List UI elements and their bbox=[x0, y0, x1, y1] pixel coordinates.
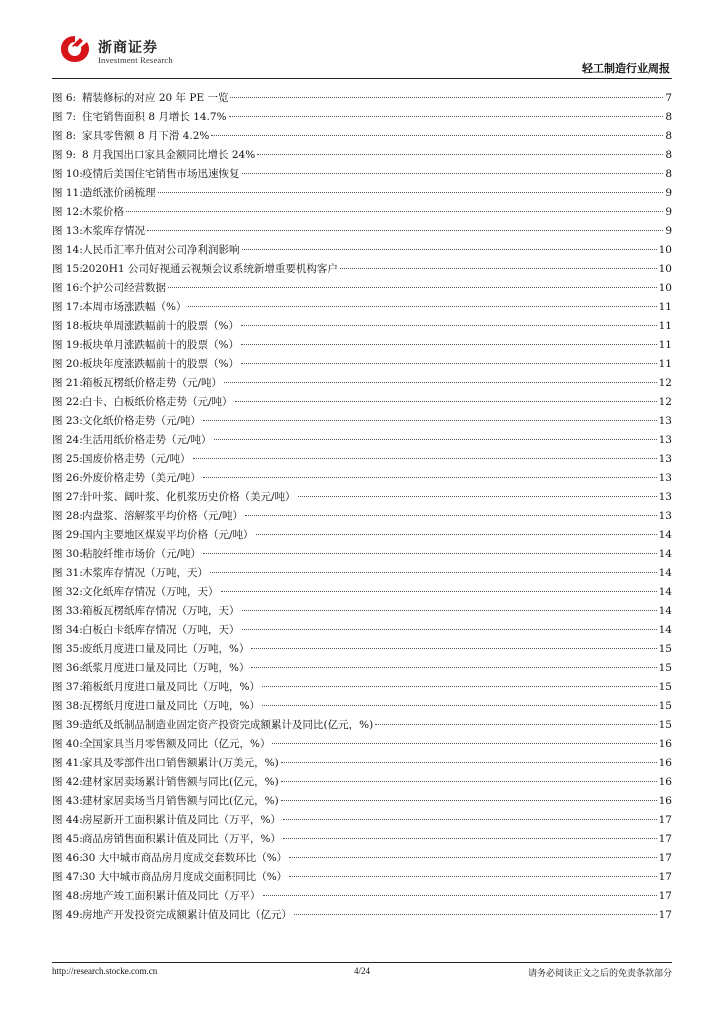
toc-figure-title: 文化纸库存情况（万吨，天） bbox=[82, 586, 219, 598]
toc-page-number: 13 bbox=[658, 415, 672, 427]
toc-leader-dots bbox=[263, 894, 657, 896]
toc-figure-title: 白卡、白板纸价格走势（元/吨） bbox=[82, 396, 233, 408]
toc-entry-label bbox=[52, 317, 239, 336]
toc-figure-title: 纸浆月度进口量及同比（万吨，%） bbox=[82, 662, 250, 674]
toc-leader-dots bbox=[241, 362, 657, 364]
toc-figure-number: 图 31: bbox=[52, 567, 83, 579]
toc-figure-title: 房地产竣工面积累计值及同比（万平） bbox=[82, 890, 261, 902]
toc-leader-dots bbox=[193, 457, 657, 459]
toc-entry-label bbox=[52, 374, 222, 393]
toc-figure-title: 粘胶纤维市场价（元/吨） bbox=[82, 548, 202, 560]
toc-leader-dots bbox=[242, 628, 657, 630]
toc-figure-title: 箱板瓦楞纸库存情况（万吨，天） bbox=[82, 605, 240, 617]
toc-entry-label bbox=[52, 678, 260, 697]
toc-leader-dots bbox=[289, 875, 656, 877]
toc-page-number: 13 bbox=[658, 453, 672, 465]
toc-leader-dots bbox=[242, 248, 657, 250]
toc-leader-dots bbox=[251, 647, 656, 649]
toc-entry-label bbox=[52, 507, 243, 526]
page-header bbox=[52, 30, 672, 76]
toc-figure-number: 图 35: bbox=[52, 643, 83, 655]
zheshang-logo-icon bbox=[58, 34, 92, 64]
toc-figure-number: 图 8: bbox=[52, 130, 77, 142]
toc-figure-title: 板块单周涨跌幅前十的股票（%） bbox=[82, 320, 239, 332]
toc-figure-number: 图 48: bbox=[52, 890, 83, 902]
toc-leader-dots bbox=[262, 704, 657, 706]
toc-entry[interactable] bbox=[52, 279, 672, 298]
toc-page-number: 7 bbox=[665, 92, 672, 104]
toc-entry-label bbox=[52, 830, 281, 849]
toc-entry[interactable] bbox=[52, 887, 672, 906]
toc-figure-number: 图 27: bbox=[52, 491, 83, 503]
toc-entry-label bbox=[52, 735, 270, 754]
toc-figure-number: 图 39: bbox=[52, 719, 83, 731]
toc-figure-number: 图 10: bbox=[52, 168, 83, 180]
toc-figure-number: 图 7: bbox=[52, 111, 77, 123]
toc-figure-title: 8 月我国出口家具金额同比增长 24% bbox=[82, 149, 256, 161]
toc-figure-title: 文化纸价格走势（元/吨） bbox=[82, 415, 202, 427]
toc-entry[interactable] bbox=[52, 735, 672, 754]
toc-page-number: 15 bbox=[658, 719, 672, 731]
toc-figure-title: 个护公司经营数据 bbox=[82, 282, 166, 294]
figure-index-list bbox=[52, 89, 672, 925]
toc-page-number: 9 bbox=[665, 225, 672, 237]
report-title: 轻工制造行业周报 bbox=[582, 62, 670, 75]
toc-entry[interactable] bbox=[52, 393, 672, 412]
toc-entry-label bbox=[52, 526, 254, 545]
toc-figure-title: 30 大中城市商品房月度成交套数环比（%） bbox=[82, 852, 288, 864]
toc-page-number: 12 bbox=[658, 396, 672, 408]
toc-page-number: 10 bbox=[658, 282, 672, 294]
toc-figure-title: 住宅销售面积 8 月增长 14.7% bbox=[82, 111, 227, 123]
toc-figure-title: 内盘浆、溶解浆平均价格（元/吨） bbox=[82, 510, 244, 522]
toc-leader-dots bbox=[241, 343, 657, 345]
toc-leader-dots bbox=[242, 172, 664, 174]
toc-entry-label bbox=[52, 184, 156, 203]
toc-figure-title: 箱板纸月度进口量及同比（万吨，%） bbox=[82, 681, 260, 693]
page-footer bbox=[52, 966, 672, 982]
toc-entry-label bbox=[52, 659, 249, 678]
toc-entry-label bbox=[52, 279, 166, 298]
toc-leader-dots bbox=[203, 552, 657, 554]
toc-entry[interactable] bbox=[52, 507, 672, 526]
toc-entry[interactable] bbox=[52, 355, 672, 374]
toc-entry-label bbox=[52, 165, 240, 184]
toc-page-number: 9 bbox=[665, 206, 672, 218]
toc-figure-number: 图 30: bbox=[52, 548, 83, 560]
toc-page-number: 11 bbox=[658, 301, 672, 313]
toc-entry[interactable] bbox=[52, 906, 672, 925]
toc-figure-number: 图 33: bbox=[52, 605, 83, 617]
toc-entry-label bbox=[52, 754, 279, 773]
toc-entry-label bbox=[52, 906, 292, 925]
toc-entry-label bbox=[52, 621, 240, 640]
toc-figure-title: 木浆价格 bbox=[82, 206, 124, 218]
toc-entry-label bbox=[52, 298, 186, 317]
toc-figure-title: 外废价格走势（美元/吨） bbox=[82, 472, 202, 484]
toc-leader-dots bbox=[375, 723, 656, 725]
toc-page-number: 12 bbox=[658, 377, 672, 389]
toc-entry[interactable] bbox=[52, 792, 672, 811]
toc-entry[interactable] bbox=[52, 469, 672, 488]
toc-figure-number: 图 19: bbox=[52, 339, 83, 351]
toc-figure-title: 精装修标的对应 20 年 PE 一览 bbox=[82, 92, 229, 104]
toc-figure-title: 板块年度涨跌幅前十的股票（%） bbox=[82, 358, 239, 370]
toc-entry[interactable] bbox=[52, 317, 672, 336]
toc-entry[interactable] bbox=[52, 678, 672, 697]
toc-page-number: 10 bbox=[658, 244, 672, 256]
toc-figure-number: 图 23: bbox=[52, 415, 83, 427]
toc-page-number: 8 bbox=[665, 111, 672, 123]
footer-page-number: 4/24 bbox=[353, 966, 370, 976]
toc-page-number: 17 bbox=[658, 909, 672, 921]
toc-figure-number: 图 13: bbox=[52, 225, 83, 237]
toc-page-number: 14 bbox=[658, 567, 672, 579]
toc-figure-title: 国废价格走势（元/吨） bbox=[82, 453, 191, 465]
toc-leader-dots bbox=[241, 324, 657, 326]
toc-entry-label bbox=[52, 89, 228, 108]
footer-disclaimer: 请务必阅读正文之后的免责条款部分 bbox=[527, 969, 672, 979]
toc-page-number: 13 bbox=[658, 510, 672, 522]
toc-entry[interactable] bbox=[52, 754, 672, 773]
toc-figure-title: 建材家居卖场累计销售额与同比(亿元，%) bbox=[82, 776, 279, 788]
toc-figure-title: 建材家居卖场当月销售额与同比(亿元，%) bbox=[82, 795, 279, 807]
toc-figure-title: 家具零售额 8 月下滑 4.2% bbox=[82, 130, 210, 142]
toc-figure-number: 图 42: bbox=[52, 776, 83, 788]
toc-leader-dots bbox=[281, 761, 657, 763]
toc-entry[interactable] bbox=[52, 374, 672, 393]
toc-page-number: 8 bbox=[665, 168, 672, 180]
footer-url-link[interactable]: http://research.stocke.com.cn bbox=[52, 966, 158, 976]
toc-figure-number: 图 29: bbox=[52, 529, 83, 541]
toc-entry-label bbox=[52, 108, 227, 127]
toc-entry[interactable] bbox=[52, 260, 672, 279]
toc-page-number: 16 bbox=[658, 738, 672, 750]
toc-leader-dots bbox=[230, 96, 663, 98]
toc-entry[interactable] bbox=[52, 203, 672, 222]
toc-entry[interactable] bbox=[52, 412, 672, 431]
toc-page-number: 11 bbox=[658, 358, 672, 370]
toc-entry[interactable] bbox=[52, 222, 672, 241]
toc-figure-number: 图 32: bbox=[52, 586, 83, 598]
toc-leader-dots bbox=[294, 913, 657, 915]
toc-leader-dots bbox=[158, 191, 664, 193]
toc-entry[interactable] bbox=[52, 450, 672, 469]
toc-figure-number: 图 36: bbox=[52, 662, 83, 674]
toc-figure-title: 疫情后美国住宅销售市场迅速恢复 bbox=[82, 168, 240, 180]
toc-entry-label bbox=[52, 222, 145, 241]
toc-page-number: 14 bbox=[658, 529, 672, 541]
toc-page-number: 9 bbox=[665, 187, 672, 199]
toc-figure-number: 图 47: bbox=[52, 871, 83, 883]
toc-entry[interactable] bbox=[52, 526, 672, 545]
toc-entry[interactable] bbox=[52, 146, 672, 165]
toc-leader-dots bbox=[242, 609, 657, 611]
toc-figure-number: 图 15: bbox=[52, 263, 83, 275]
toc-figure-title: 造纸涨价函梳理 bbox=[82, 187, 156, 199]
toc-figure-title: 木浆库存情况 bbox=[82, 225, 145, 237]
toc-page-number: 16 bbox=[658, 776, 672, 788]
toc-figure-number: 图 46: bbox=[52, 852, 83, 864]
toc-figure-title: 生活用纸价格走势（元/吨） bbox=[82, 434, 212, 446]
toc-leader-dots bbox=[229, 115, 664, 117]
toc-leader-dots bbox=[245, 514, 657, 516]
toc-entry[interactable] bbox=[52, 127, 672, 146]
toc-figure-number: 图 40: bbox=[52, 738, 83, 750]
toc-figure-title: 本周市场涨跌幅（%） bbox=[82, 301, 187, 313]
toc-page-number: 15 bbox=[658, 681, 672, 693]
toc-figure-title: 造纸及纸制品制造业固定资产投资完成额累计及同比(亿元，%) bbox=[82, 719, 374, 731]
toc-entry[interactable] bbox=[52, 545, 672, 564]
toc-leader-dots bbox=[251, 666, 656, 668]
toc-figure-title: 家具及零部件出口销售额累计(万美元，%) bbox=[82, 757, 279, 769]
toc-leader-dots bbox=[168, 286, 657, 288]
toc-page-number: 17 bbox=[658, 833, 672, 845]
toc-leader-dots bbox=[272, 742, 656, 744]
toc-entry[interactable] bbox=[52, 697, 672, 716]
toc-entry[interactable] bbox=[52, 716, 672, 735]
toc-figure-title: 木浆库存情况（万吨，天） bbox=[82, 567, 208, 579]
toc-entry-label bbox=[52, 887, 261, 906]
toc-figure-number: 图 12: bbox=[52, 206, 83, 218]
toc-figure-number: 图 41: bbox=[52, 757, 83, 769]
toc-page-number: 14 bbox=[658, 548, 672, 560]
toc-page-number: 14 bbox=[658, 605, 672, 617]
toc-entry[interactable] bbox=[52, 241, 672, 260]
toc-leader-dots bbox=[203, 419, 657, 421]
toc-figure-number: 图 11: bbox=[52, 187, 83, 199]
toc-figure-title: 瓦楞纸月度进口量及同比（万吨，%） bbox=[82, 700, 260, 712]
toc-figure-number: 图 9: bbox=[52, 149, 77, 161]
toc-entry-label bbox=[52, 203, 124, 222]
toc-entry[interactable] bbox=[52, 659, 672, 678]
toc-entry-label bbox=[52, 355, 239, 374]
toc-leader-dots bbox=[283, 837, 657, 839]
toc-figure-number: 图 20: bbox=[52, 358, 83, 370]
toc-figure-number: 图 6: bbox=[52, 92, 77, 104]
toc-figure-title: 2020H1 公司好视通云视频会议系统新增重要机构客户 bbox=[82, 263, 338, 275]
toc-figure-number: 图 24: bbox=[52, 434, 83, 446]
toc-entry-label bbox=[52, 583, 219, 602]
toc-leader-dots bbox=[289, 856, 656, 858]
toc-figure-number: 图 44: bbox=[52, 814, 83, 826]
toc-entry-label bbox=[52, 792, 279, 811]
toc-entry-label bbox=[52, 393, 233, 412]
toc-page-number: 15 bbox=[658, 662, 672, 674]
toc-entry-label bbox=[52, 716, 373, 735]
toc-figure-number: 图 38: bbox=[52, 700, 83, 712]
toc-entry-label bbox=[52, 564, 208, 583]
toc-entry-label bbox=[52, 811, 281, 830]
toc-entry-label bbox=[52, 849, 287, 868]
toc-figure-number: 图 17: bbox=[52, 301, 83, 313]
toc-page-number: 17 bbox=[658, 871, 672, 883]
toc-entry[interactable] bbox=[52, 431, 672, 450]
toc-figure-title: 房地产开发投资完成额累计值及同比（亿元） bbox=[82, 909, 292, 921]
toc-leader-dots bbox=[214, 438, 657, 440]
toc-figure-number: 图 34: bbox=[52, 624, 83, 636]
toc-entry-label bbox=[52, 640, 249, 659]
toc-entry[interactable] bbox=[52, 165, 672, 184]
toc-entry-label bbox=[52, 431, 212, 450]
toc-leader-dots bbox=[224, 381, 657, 383]
toc-entry[interactable] bbox=[52, 868, 672, 887]
toc-figure-title: 白板白卡纸库存情况（万吨，天） bbox=[82, 624, 240, 636]
toc-leader-dots bbox=[281, 780, 657, 782]
toc-leader-dots bbox=[298, 495, 657, 497]
toc-leader-dots bbox=[126, 210, 663, 212]
toc-entry-label bbox=[52, 469, 201, 488]
toc-leader-dots bbox=[203, 476, 657, 478]
toc-figure-number: 图 28: bbox=[52, 510, 83, 522]
toc-entry[interactable] bbox=[52, 811, 672, 830]
toc-leader-dots bbox=[235, 400, 657, 402]
toc-entry-label bbox=[52, 146, 255, 165]
toc-entry[interactable] bbox=[52, 602, 672, 621]
toc-figure-number: 图 22: bbox=[52, 396, 83, 408]
toc-entry-label bbox=[52, 260, 338, 279]
toc-entry-label bbox=[52, 773, 279, 792]
toc-figure-number: 图 43: bbox=[52, 795, 83, 807]
toc-figure-title: 30 大中城市商品房月度成交面积同比（%） bbox=[82, 871, 288, 883]
toc-leader-dots bbox=[147, 229, 663, 231]
toc-entry-label bbox=[52, 241, 240, 260]
toc-leader-dots bbox=[340, 267, 657, 269]
toc-entry[interactable] bbox=[52, 849, 672, 868]
toc-entry-label bbox=[52, 545, 201, 564]
toc-entry-label bbox=[52, 602, 240, 621]
toc-entry[interactable] bbox=[52, 336, 672, 355]
toc-figure-title: 板块单月涨跌幅前十的股票（%） bbox=[82, 339, 239, 351]
toc-page-number: 17 bbox=[658, 852, 672, 864]
toc-entry[interactable] bbox=[52, 830, 672, 849]
toc-entry-label bbox=[52, 868, 287, 887]
toc-figure-title: 箱板瓦楞纸价格走势（元/吨） bbox=[82, 377, 223, 389]
toc-figure-title: 全国家具当月零售额及同比（亿元，%） bbox=[82, 738, 271, 750]
toc-entry-label bbox=[52, 127, 209, 146]
toc-page-number: 15 bbox=[658, 643, 672, 655]
toc-figure-number: 图 14: bbox=[52, 244, 83, 256]
toc-figure-title: 国内主要地区煤炭平均价格（元/吨） bbox=[82, 529, 254, 541]
toc-leader-dots bbox=[257, 153, 663, 155]
toc-entry[interactable] bbox=[52, 640, 672, 659]
toc-leader-dots bbox=[210, 571, 657, 573]
brand-name-en: Investment Research bbox=[98, 55, 173, 65]
toc-leader-dots bbox=[188, 305, 656, 307]
toc-page-number: 13 bbox=[658, 472, 672, 484]
toc-figure-title: 商品房销售面积累计值及同比（万平，%） bbox=[82, 833, 281, 845]
toc-entry-label bbox=[52, 450, 191, 469]
toc-entry[interactable] bbox=[52, 89, 672, 108]
toc-leader-dots bbox=[283, 818, 657, 820]
toc-entry[interactable] bbox=[52, 564, 672, 583]
toc-page-number: 16 bbox=[658, 795, 672, 807]
toc-entry[interactable] bbox=[52, 298, 672, 317]
toc-entry[interactable] bbox=[52, 773, 672, 792]
toc-leader-dots bbox=[221, 590, 657, 592]
header-divider bbox=[52, 78, 672, 79]
toc-page-number: 16 bbox=[658, 757, 672, 769]
toc-figure-title: 人民币汇率升值对公司净利润影响 bbox=[82, 244, 240, 256]
toc-figure-title: 废纸月度进口量及同比（万吨，%） bbox=[82, 643, 250, 655]
toc-leader-dots bbox=[256, 533, 657, 535]
brand-name-cn: 浙商证券 bbox=[98, 40, 158, 56]
toc-entry[interactable] bbox=[52, 108, 672, 127]
toc-figure-number: 图 26: bbox=[52, 472, 83, 484]
toc-figure-number: 图 37: bbox=[52, 681, 83, 693]
toc-entry[interactable] bbox=[52, 488, 672, 507]
toc-entry[interactable] bbox=[52, 621, 672, 640]
toc-page-number: 11 bbox=[658, 339, 672, 351]
toc-figure-number: 图 45: bbox=[52, 833, 83, 845]
toc-leader-dots bbox=[281, 799, 657, 801]
toc-page-number: 13 bbox=[658, 434, 672, 446]
toc-entry-label bbox=[52, 336, 239, 355]
toc-page-number: 8 bbox=[665, 130, 672, 142]
toc-page-number: 8 bbox=[665, 149, 672, 161]
toc-figure-number: 图 49: bbox=[52, 909, 83, 921]
toc-entry-label bbox=[52, 697, 260, 716]
toc-figure-number: 图 16: bbox=[52, 282, 83, 294]
toc-page-number: 14 bbox=[658, 586, 672, 598]
toc-entry-label bbox=[52, 412, 201, 431]
toc-page-number: 15 bbox=[658, 700, 672, 712]
toc-entry[interactable] bbox=[52, 583, 672, 602]
toc-page-number: 13 bbox=[658, 491, 672, 503]
toc-page-number: 17 bbox=[658, 890, 672, 902]
toc-leader-dots bbox=[262, 685, 657, 687]
toc-page-number: 11 bbox=[658, 320, 672, 332]
toc-figure-title: 针叶浆、阔叶浆、化机浆历史价格（美元/吨） bbox=[82, 491, 296, 503]
toc-page-number: 10 bbox=[658, 263, 672, 275]
toc-leader-dots bbox=[211, 134, 663, 136]
toc-entry[interactable] bbox=[52, 184, 672, 203]
toc-page-number: 14 bbox=[658, 624, 672, 636]
toc-figure-number: 图 25: bbox=[52, 453, 83, 465]
footer-divider bbox=[52, 962, 672, 963]
toc-figure-number: 图 18: bbox=[52, 320, 83, 332]
toc-figure-number: 图 21: bbox=[52, 377, 83, 389]
toc-figure-title: 房屋新开工面积累计值及同比（万平，%） bbox=[82, 814, 281, 826]
toc-entry-label bbox=[52, 488, 296, 507]
toc-page-number: 17 bbox=[658, 814, 672, 826]
